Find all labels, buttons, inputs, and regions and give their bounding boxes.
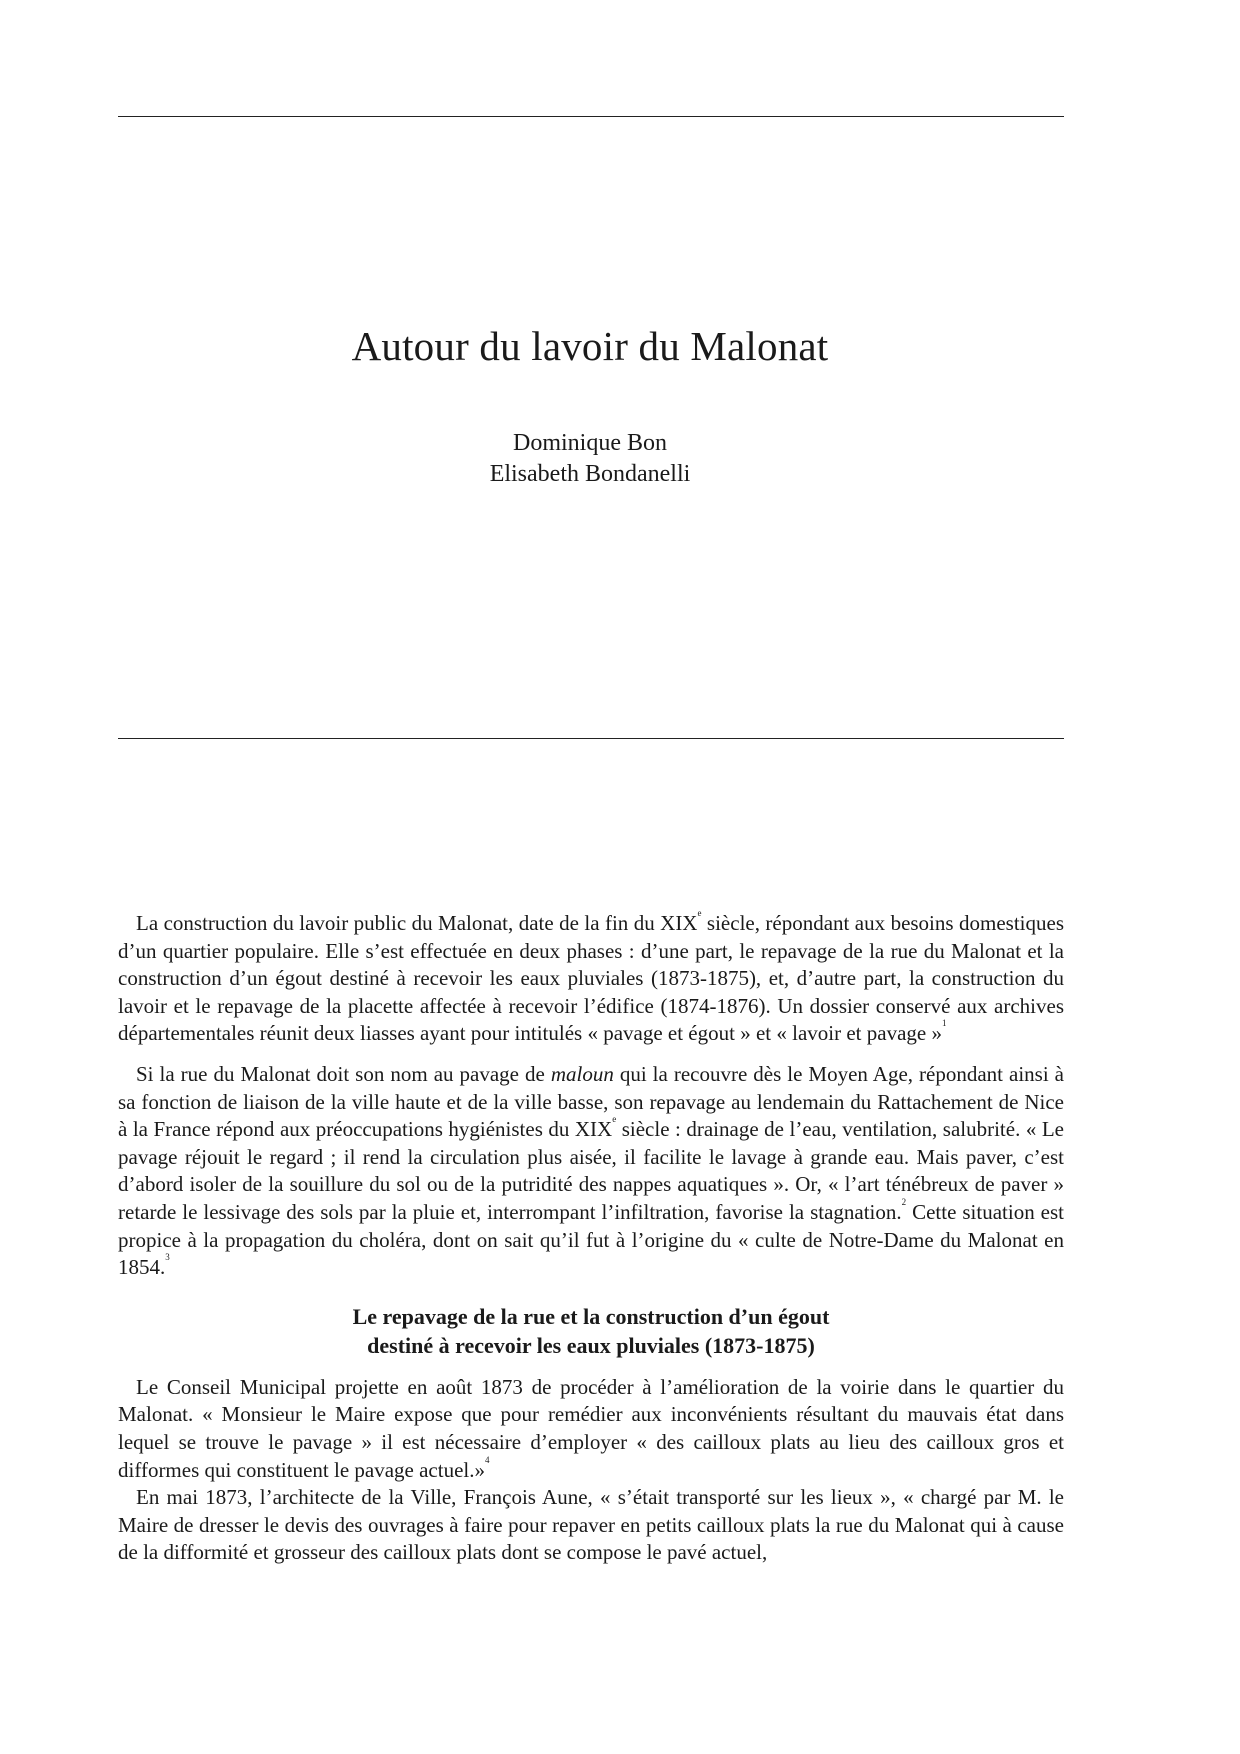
footnote-ref-1: 1 <box>941 1018 947 1029</box>
footnote-ref-3: 3 <box>165 1252 170 1263</box>
bottom-rule <box>118 738 1064 739</box>
section-heading: Le repavage de la rue et la construction d’un égout destiné à recevoir les eaux pluviales (1873-1875) <box>352 1303 830 1358</box>
century-superscript: e <box>697 908 702 918</box>
footnote-ref-2: 2 <box>901 1196 907 1207</box>
paragraph-malonat-name: Si la rue du Malonat doit son nom au pavage de maloun qui la recouvre dès le Moyen Age, répondant ainsi à sa fonction de liaison de la ville haute et de la ville basse, son repavage au lendemain du Rattachement de Nice à la France répond aux préoccupations hygiénistes du XIXe siècle : drainage de l’eau, ventilation, salubrité. « Le pavage réjouit le regard ; il rend la circulation plus aisée, il facilite le lavage à grande eau. Mais paver, c’est d’abord isoler de la souillure du sol ou de la putridité des nappes aquatiques ». Or, « l’art ténébreux de paver » retarde le lessivage des sols par la pluie et, interrompant l’infiltration, favorise la stagnation.$^2$ Cette situation est propice à la propagation du choléra, dont on sait qu’il fut à l’origine du « culte de Notre-Dame du Malonat en 1854.$^3$ <box>118 1061 1064 1280</box>
article-title: Autour du lavoir du Malonat <box>351 323 829 369</box>
author-block <box>0 428 1180 490</box>
author-name: Dominique Bon <box>513 430 667 456</box>
paragraph-intro: La construction du lavoir public du Malonat, date de la fin du XIXe siècle, répondant aux besoins domestiques d’un quartier populaire. Elle s’est effectuée en deux phases : d’une part, le repavage de la rue du Malonat et la construction d’un égout destiné à recevoir les eaux pluviales (1873-1875), et, d’autre part, la construction du lavoir et le repavage de la placette affectée à recevoir l’édifice (1874-1876). Un dossier conservé aux archives départementales réunit deux liasses ayant pour intitulés « pavage et égout » et « lavoir et pavage »$^1$ <box>118 908 1064 1046</box>
italic-term: maloun <box>550 1061 614 1086</box>
paragraph-conseil: Le Conseil Municipal projette en août 1873 de procéder à l’amélioration de la voirie dans le quartier du Malonat. « Monsieur le Maire expose que pour remédier aux inconvénients résultant du mauvais état dans lequel se trouve le pavage » il est nécessaire d’employer « des cailloux plats au lieu des cailloux gros et difformes qui constituent le pavage actuel.»$^4$ <box>118 1374 1064 1482</box>
paragraph-architecte: En mai 1873, l’architecte de la Ville, François Aune, « s’était transporté sur les lieux », « chargé par M. le Maire de dresser le devis des ouvrages à faire pour repaver en petits cailloux plats la rue du Malonat qui à cause de la difformité et grosseur des cailloux plats dont se compose le pavé actuel, <box>118 1485 1064 1565</box>
footnote-ref-4: 4 <box>485 1454 490 1465</box>
top-rule <box>118 116 1064 117</box>
article-body <box>118 910 1064 1567</box>
author-name: Elisabeth Bondanelli <box>489 461 691 487</box>
century-superscript: e <box>612 1114 617 1125</box>
